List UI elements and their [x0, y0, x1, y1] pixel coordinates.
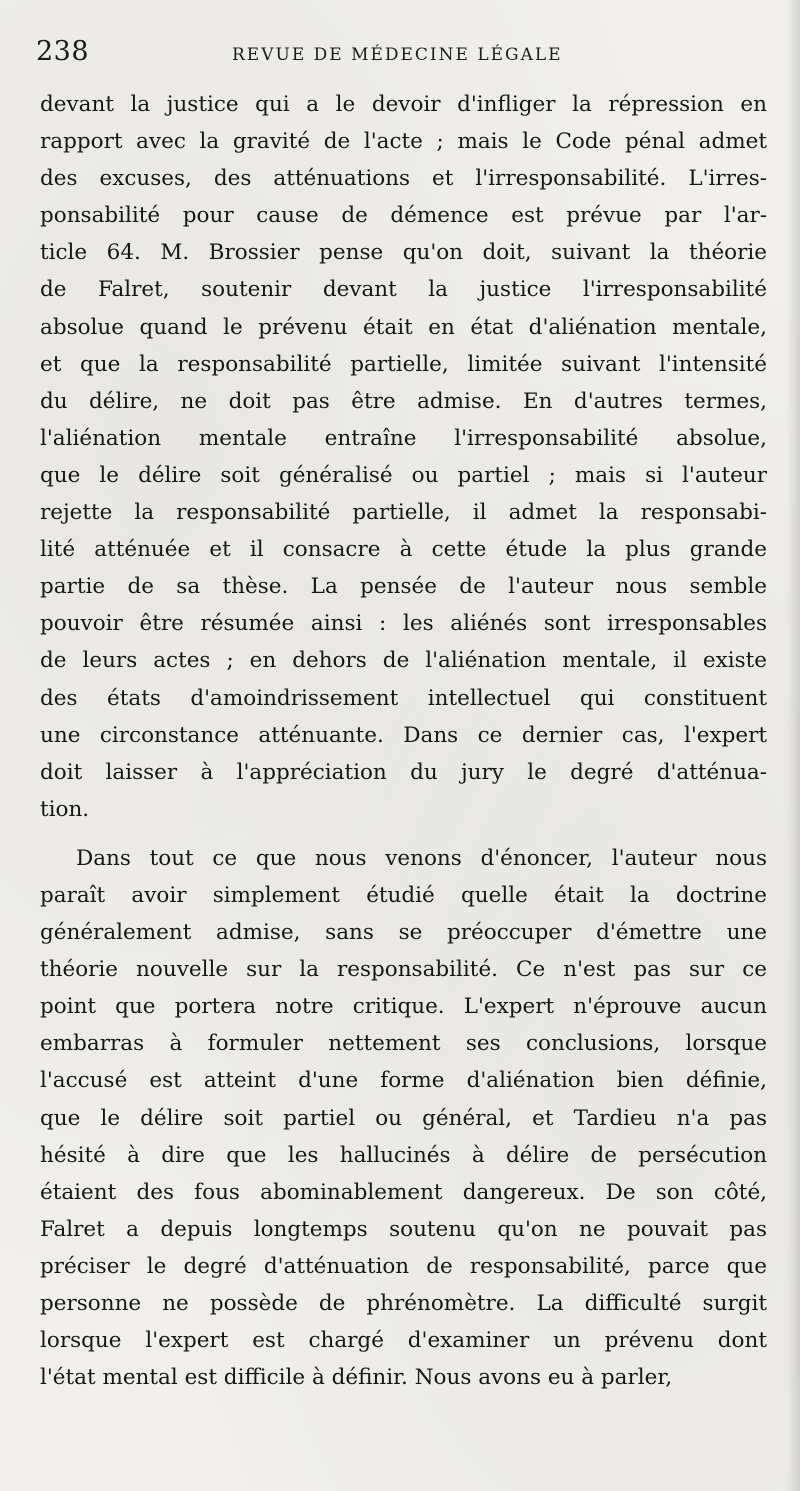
page-header	[36, 36, 766, 76]
body-text	[40, 86, 767, 1396]
text-line: doit laisser à l'appréciation du jury le degré d'atténua-	[40, 759, 767, 785]
text-line: de Falret, soutenir devant la justice l'irresponsabilité	[40, 277, 767, 303]
text-line: préciser le degré d'atténuation de responsabilité, parce que	[40, 1253, 767, 1279]
text-line: que le délire soit généralisé ou partiel ; mais si l'auteur	[40, 462, 767, 488]
running-title: REVUE DE MÉDECINE LÉGALE	[232, 45, 563, 65]
paragraph	[40, 840, 767, 1396]
text-line: des états d'amoindrissement intellectuel qui constituent	[40, 685, 767, 711]
text-line: point que portera notre critique. L'expert n'éprouve aucun	[40, 994, 767, 1020]
text-line: partie de sa thèse. La pensée de l'auteur nous semble	[40, 574, 767, 600]
text-line: des excuses, des atténuations et l'irresponsabilité. L'irres-	[40, 166, 767, 192]
text-line: absolue quand le prévenu était en état d'aliénation mentale,	[40, 314, 767, 340]
text-line: ticle 64. M. Brossier pense qu'on doit, suivant la théorie	[40, 240, 767, 266]
text-line: étaient des fous abominablement dangereux. De son côté,	[40, 1179, 767, 1205]
text-line: théorie nouvelle sur la responsabilité. Ce n'est pas sur ce	[40, 957, 767, 983]
text-line: rapport avec la gravité de l'acte ; mais le Code pénal admet	[40, 129, 767, 155]
text-line: paraît avoir simplement étudié quelle était la doctrine	[40, 882, 767, 908]
text-line: pouvoir être résumée ainsi : les aliénés sont irresponsables	[40, 611, 767, 637]
text-line: personne ne possède de phrénomètre. La difficulté surgit	[40, 1291, 767, 1316]
page-number: 238	[36, 36, 90, 67]
text-line: lité atténuée et il consacre à cette étude la plus grande	[40, 537, 767, 563]
text-line: ponsabilité pour cause de démence est prévue par l'ar-	[40, 203, 767, 229]
text-line: embarras à formuler nettement ses conclusions, lorsque	[40, 1031, 767, 1057]
text-line: rejette la responsabilité partielle, il admet la responsabi-	[40, 500, 767, 526]
text-line: l'accusé est atteint d'une forme d'aliénation bien définie,	[40, 1068, 767, 1094]
text-line: du délire, ne doit pas être admise. En d'autres termes,	[40, 388, 767, 414]
text-line: tion.	[40, 796, 90, 822]
text-line: et que la responsabilité partielle, limitée suivant l'intensité	[40, 351, 767, 377]
text-line: Dans tout ce que nous venons d'énoncer, l'auteur nous	[76, 845, 767, 871]
text-line: une circonstance atténuante. Dans ce dernier cas, l'expert	[40, 722, 767, 748]
paragraph	[40, 86, 767, 828]
page-edge-shadow	[786, 0, 800, 1491]
text-line: généralement admise, sans se préoccuper d'émettre une	[40, 920, 767, 946]
paragraph-gap	[40, 828, 767, 840]
text-line: l'état mental est difficile à définir. Nous avons eu à parler,	[40, 1365, 673, 1391]
text-line: hésité à dire que les hallucinés à délire de persécution	[40, 1142, 767, 1168]
text-line: lorsque l'expert est chargé d'examiner un prévenu dont	[40, 1328, 767, 1354]
text-line: devant la justice qui a le devoir d'infliger la répression en	[40, 92, 767, 117]
text-line: Falret a depuis longtemps soutenu qu'on ne pouvait pas	[40, 1216, 767, 1242]
text-line: de leurs actes ; en dehors de l'aliénation mentale, il existe	[40, 648, 767, 674]
text-line: l'aliénation mentale entraîne l'irresponsabilité absolue,	[40, 425, 767, 451]
text-line: que le délire soit partiel ou général, et Tardieu n'a pas	[40, 1105, 767, 1131]
